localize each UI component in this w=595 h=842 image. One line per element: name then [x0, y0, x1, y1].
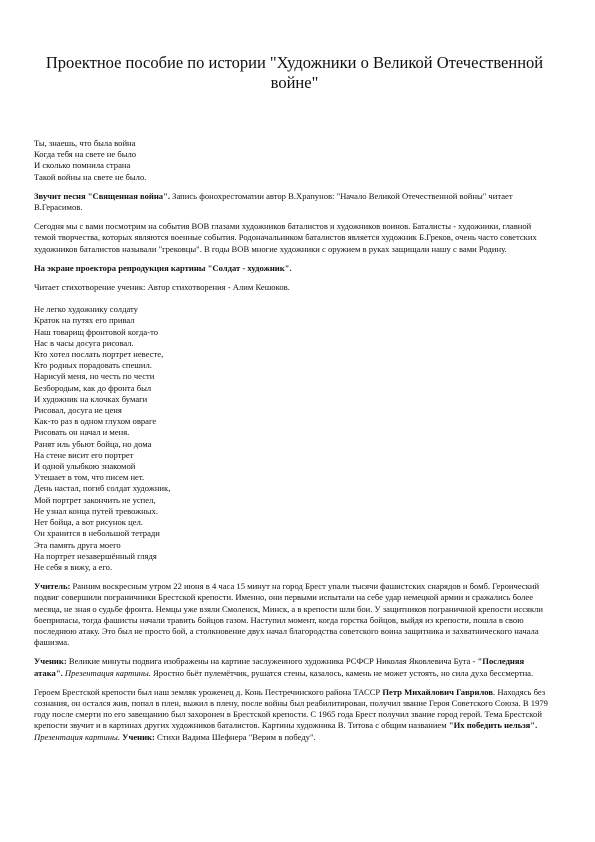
student-label: Ученик:: [120, 731, 155, 742]
projector-text: На экране проектора репродукция картины "Солдат - художник".: [34, 262, 292, 273]
poem-line: Кто родных порадовать спешил.: [34, 360, 152, 371]
poem-line: Не легко художнику солдату: [34, 304, 138, 315]
document-body: [34, 138, 555, 743]
poem-line: И одной улыбкою знакомой: [34, 461, 136, 472]
painting-title: "Последняя атака".: [34, 656, 525, 678]
student-paragraph: [34, 656, 555, 678]
poem-line: Не узнал конца путей тревожных.: [34, 505, 159, 516]
song-paragraph: [34, 191, 555, 213]
presentation-note: Презентация картины.: [62, 667, 151, 678]
projector-paragraph: [34, 263, 555, 274]
song-text: Запись фонохрестоматии автор В.Храпунов: "Начало Великой Отечественной войны" читает В.Герасимов.: [34, 190, 513, 213]
poem-line: Как-то раз в одном глухом овраге: [34, 416, 157, 427]
hero-text: Героем Брестской крепости был наш земляк уроженец д. Конь Пестречинского района ТАССР: [34, 686, 383, 697]
poem-line: Нет бойца, а вот рисунок цел.: [34, 517, 143, 528]
poem-line: Утешает в том, что писем нет.: [34, 472, 145, 483]
poem-line: Мой портрет закончить не успел,: [34, 494, 156, 505]
painting-title: "Их победить нельзя".: [448, 720, 538, 731]
student-label: Ученик:: [34, 656, 67, 667]
presentation-note: Презентация картины.: [34, 731, 121, 742]
poem-line: Нарисуй меня, но честь по чести: [34, 371, 155, 382]
poem-line: Ранят иль убьют бойца, но дома: [34, 438, 152, 449]
reader-paragraph: Читает стихотворение ученик: Автор стихотворения - Алим Кешоков.: [34, 282, 290, 293]
poem-line: Он хранится в небольшой тетради: [34, 528, 160, 539]
poem-line: Наш товарищ фронтовой когда-то: [34, 326, 159, 337]
page-title: Проектное пособие по истории "Художники о Великой Отечественной войне": [45, 53, 544, 92]
poem-line: День настал, погиб солдат художник,: [34, 483, 171, 494]
poem-line: Не себя я вижу, а его.: [34, 561, 113, 572]
poem-reference: Стихи Вадима Шефнера "Верим в победу".: [154, 731, 316, 742]
epigraph-line: Когда тебя на свете не было: [34, 149, 137, 160]
poem-line: На портрет незавершённый глядя: [34, 550, 157, 561]
epigraph-poem: [34, 138, 555, 183]
poem-line: Краток на путях его привал: [34, 315, 135, 326]
teacher-label: Учитель:: [34, 581, 71, 592]
main-poem: [34, 304, 555, 573]
epigraph-line: И сколько помнила страна: [34, 160, 131, 171]
student-text: Великие минуты подвига изображены на картине заслуженного художника РСФСР Николая Яковлевича Бута -: [66, 656, 478, 667]
poem-line: Рисовать он начал и меня.: [34, 427, 130, 438]
student-text-continued: Яростно бьёт пулемётчик, рушатся стены, казалось, камень не может устоять, но сила духа бессмертна.: [150, 667, 534, 678]
teacher-text: Ранним воскресным утром 22 июня в 4 часа 15 минут на город Брест упали тысячи фашистских снарядов и бомб. Героический подвиг совершили пограничники Брестской крепости. Именно, они первыми испытали на себе удар немецкой армии и сражались более месяца, не зная о судьбе фронта. Немцы уже взяли Смоленск, Минск, а в крепости шли бои. У защитников пограничной крепости иссякли боеприпасы, тогда фашисты начали травить бойцов газом. Наступил момент, когда горстка бойцов, выйдя из крепости, пошла в свою последнюю атаку. Это был не просто бой, а столкновение двух начал благородства советского воина защитника и захватнического начала фашизма.: [34, 581, 544, 648]
epigraph-line: Ты, знаешь, что была война: [34, 138, 136, 148]
poem-line: Кто хотел послать портрет невесте,: [34, 349, 164, 360]
poem-line: Рисовал, досуга не ценя: [34, 405, 122, 416]
hero-paragraph: [34, 687, 555, 743]
poem-line: Безбородым, как до фронта был: [34, 382, 152, 393]
intro-paragraph: Сегодня мы с вами посмотрим на события ВОВ глазами художников баталистов и художников воинов. Баталисты - художники, главной темой творчества, которых являются военные события. Родоначальником баталистов является художник Б.Греков, очень часто советских художников баталистов называли "грековцы". В годы ВОВ многие художники с оружием в руках защищали нашу с вами Родину.: [34, 221, 537, 254]
hero-text-continued: . Находясь без сознания, он остался жив, попал в плен, выжил в плену, после войны был реабилитирован, получил звание Героя Советского Союза. В 1979 году после смерти по его завещанию был захоронен в Брестской крепости. С 1965 года Брест получил звание город герой. Тема Брестской крепости звучит и в картинах других художников баталистов. Картины художника В. Титова с общим названием: [34, 686, 548, 731]
song-title: Звучит песня "Священная война".: [34, 190, 171, 201]
poem-line: Нас в часы досуга рисовал.: [34, 337, 134, 348]
poem-line: Эта память друга моего: [34, 539, 121, 550]
poem-line: И художник на клочках бумаги: [34, 393, 148, 404]
epigraph-line: Такой войны на свете не было.: [34, 171, 147, 182]
hero-name: Петр Михайлович Гаврилов: [382, 686, 494, 697]
poem-line: На стене висит его портрет: [34, 449, 134, 460]
teacher-paragraph: [34, 581, 555, 648]
